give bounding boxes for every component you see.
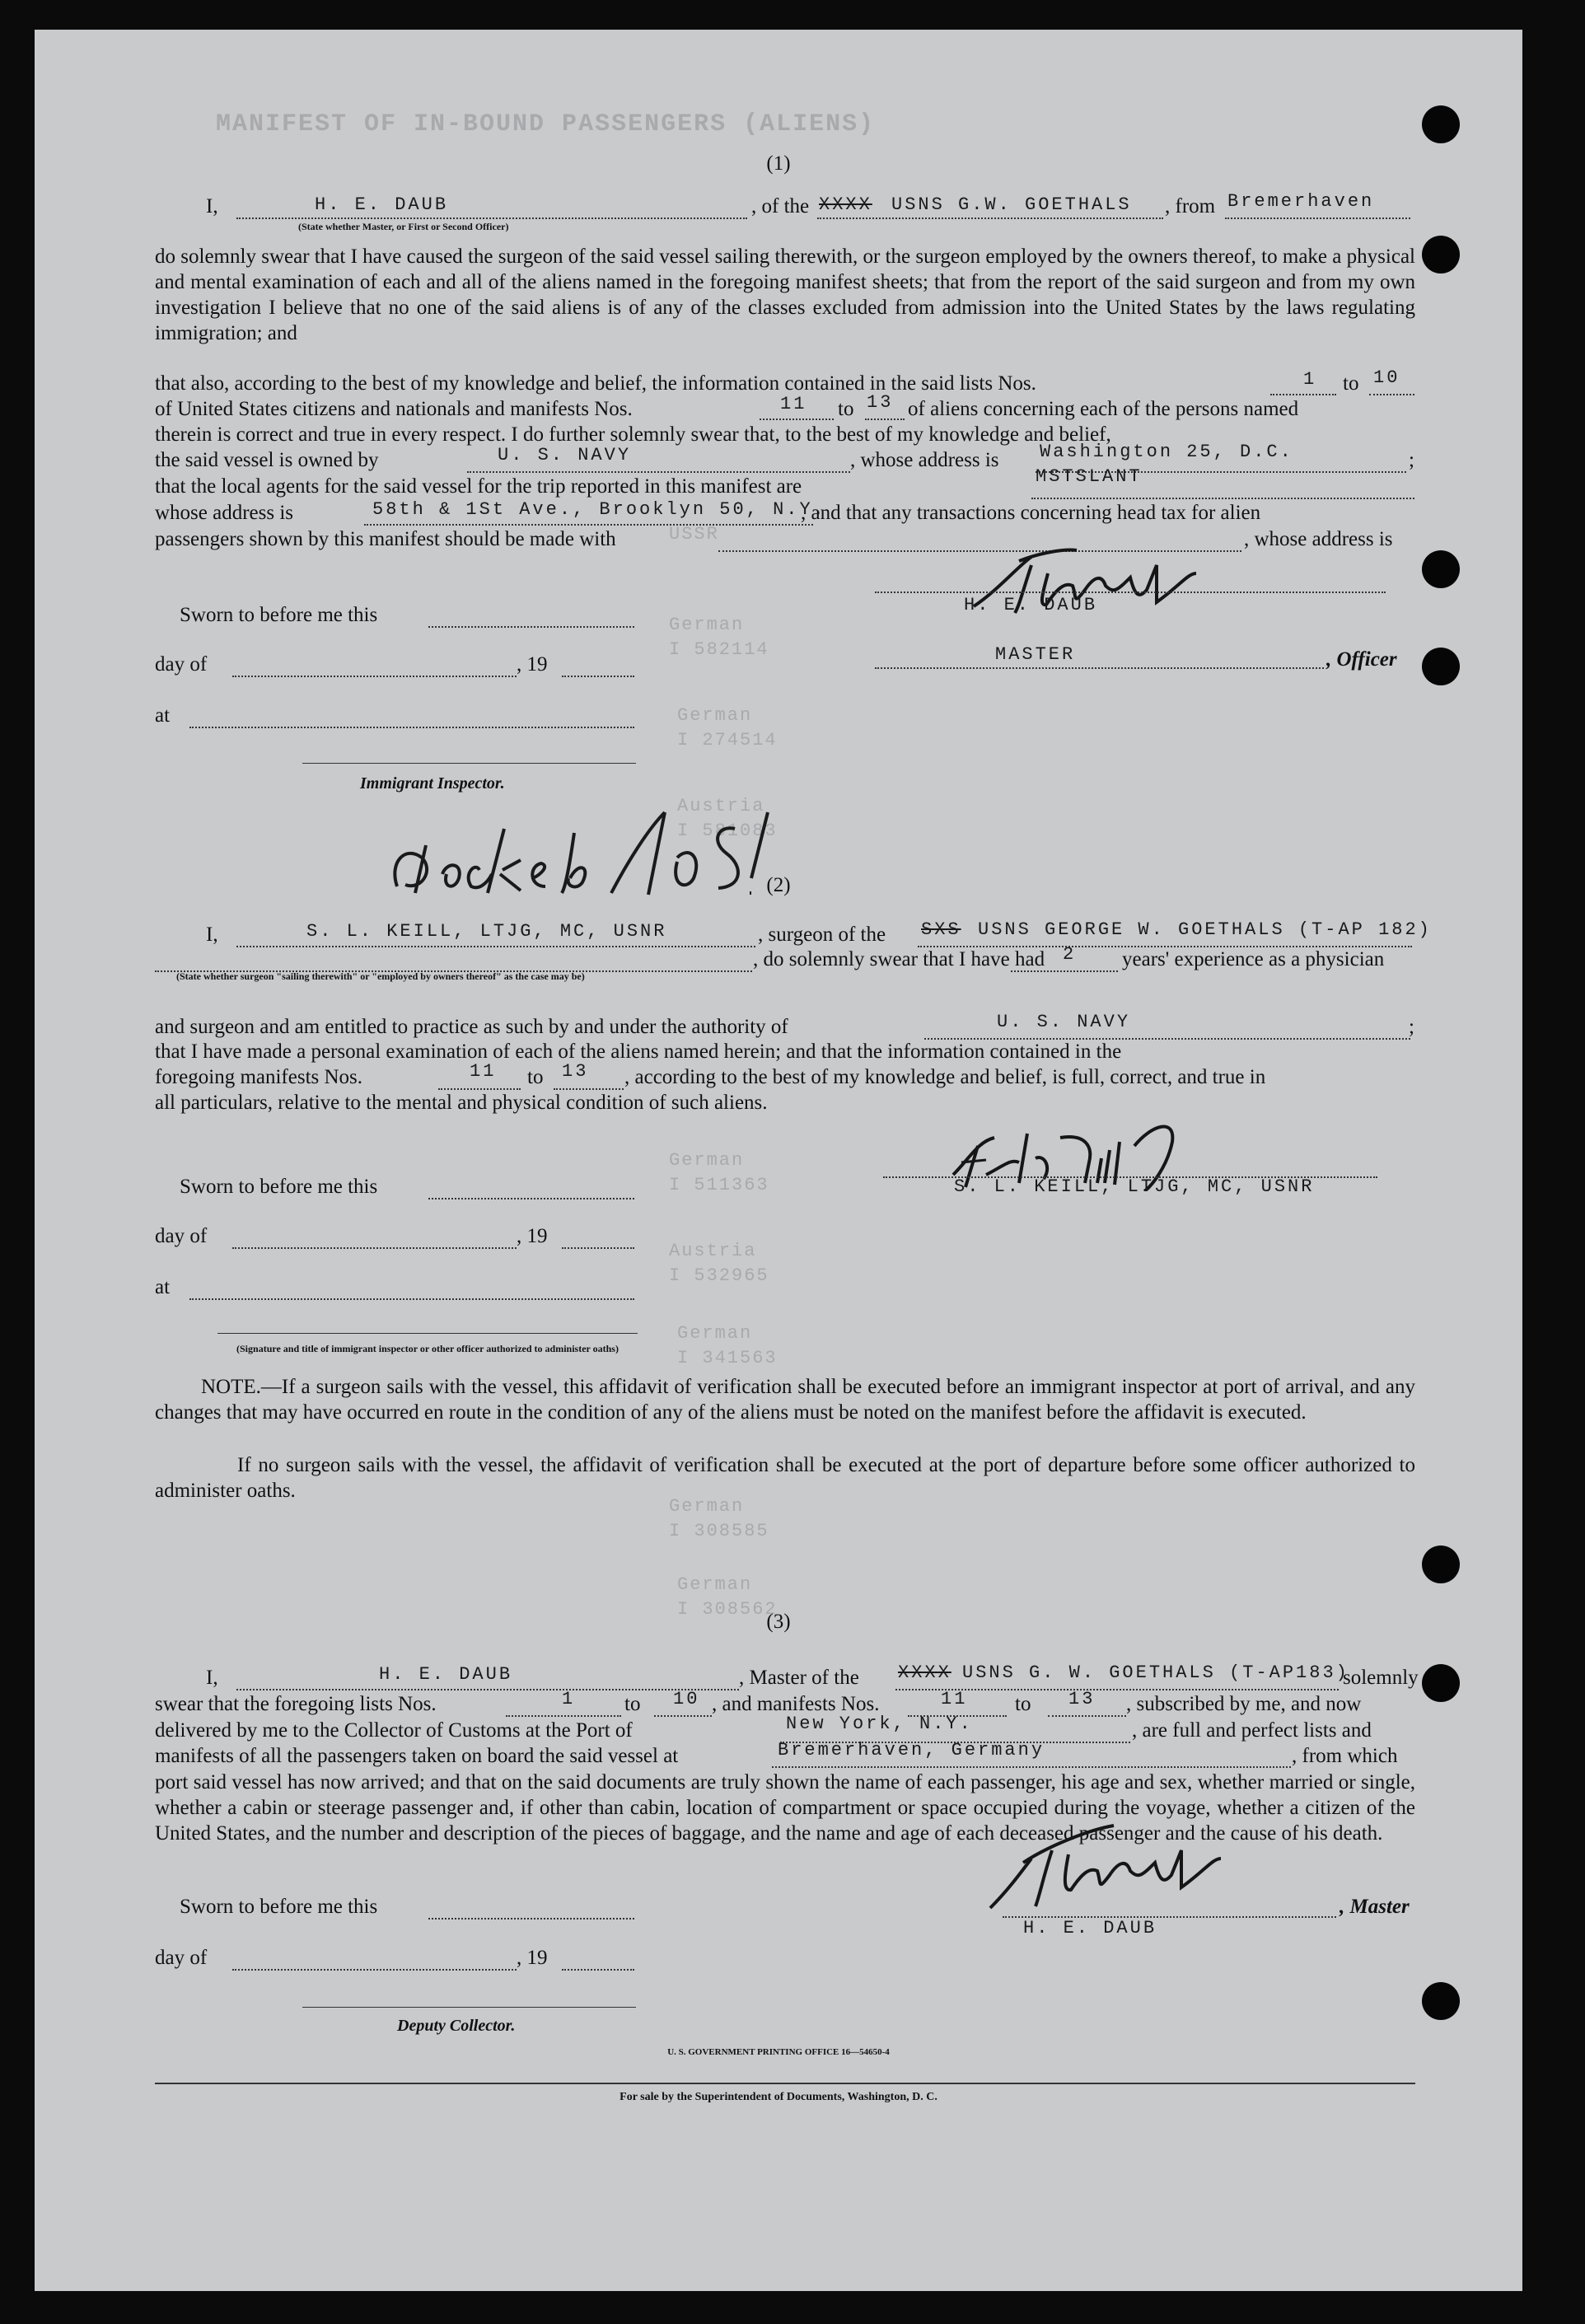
note-text: NOTE.—If a surgeon sails with the vessel, this affidavit of verification shall be executed before an immigrant inspector at port of arrival, and any changes that may have occurred en route in the condition of any of the aliens must be noted on the manifest before the affidavit is executed. — [155, 1376, 1415, 1424]
oath-text: , from which — [1292, 1745, 1398, 1767]
fill-line — [1225, 217, 1410, 219]
printer-imprint: U. S. GOVERNMENT PRINTING OFFICE 16—54650-4 — [667, 2047, 890, 2057]
fill-line — [562, 676, 634, 677]
oath-text: that I have made a personal examination of each of the aliens named herein; and that the information contained in the — [155, 1040, 1122, 1063]
struck-text: XXXX — [819, 194, 872, 215]
sworn-label: Sworn to before me this — [180, 1176, 378, 1198]
oath-text: , do solemnly swear that I have had — [753, 948, 1045, 970]
field-label: to — [1015, 1693, 1031, 1715]
field-label: , Master — [1340, 1896, 1410, 1918]
fill-line — [654, 1715, 712, 1717]
oath-text: and surgeon and am entitled to practice as such by and under the authority of — [155, 1016, 788, 1038]
vessel-name: USNS G. W. GOETHALS (T-AP183) — [962, 1662, 1349, 1683]
years-experience: 2 — [1063, 944, 1077, 965]
field-label: manifests of all the passengers taken on board the said vessel at — [155, 1745, 679, 1767]
show-through-text: Austria — [669, 1241, 757, 1261]
show-through-text: I 341563 — [677, 1348, 778, 1368]
field-label: to — [624, 1693, 641, 1715]
field-label: at — [155, 704, 171, 727]
oath-text: of aliens concerning each of the persons named — [908, 398, 1299, 420]
signature-caption: Deputy Collector. — [397, 2017, 516, 2035]
oath-text: , are full and perfect lists and — [1132, 1719, 1372, 1742]
show-through-header: MANIFEST OF IN-BOUND PASSENGERS (ALIENS) — [216, 110, 876, 138]
field-label: day of — [155, 1947, 208, 1969]
binder-hole — [1422, 550, 1460, 588]
show-through-text: I 581083 — [677, 821, 778, 841]
field-label: , of the — [751, 195, 810, 217]
officer-title: MASTER — [995, 644, 1076, 665]
field-label: whose address is — [155, 502, 294, 524]
departure-port: Bremerhaven — [1227, 191, 1375, 212]
show-through-text: German — [669, 615, 745, 635]
field-label: , whose address is — [850, 449, 999, 471]
oath-text: do solemnly swear that I have caused the surgeon of the said vessel sailing therewith, or the surgeon employed by the owners thereof, to make a physical and mental examination of each and all of the aliens named in the foregoing manifest sheets; that from the report of the said surgeon and from my own investigation I believe that no one of the said aliens is of any of the classes excluded from admission into the United States by the laws regulating immigration; and — [155, 245, 1415, 344]
arrival-port: New York, N.Y. — [786, 1714, 973, 1734]
binder-hole — [1422, 236, 1460, 274]
signature-line — [302, 763, 636, 764]
sworn-label: Sworn to before me this — [180, 604, 378, 626]
surgeon-name: S. L. KEILL, LTJG, MC, USNR — [306, 921, 667, 942]
show-through-text: I 582114 — [669, 639, 769, 660]
section-number: (2) — [766, 874, 791, 896]
field-label: I, — [206, 195, 218, 217]
show-through-text: German — [669, 1496, 745, 1517]
field-label: , whose address is — [1244, 528, 1393, 550]
oath-text: years' experience as a physician — [1122, 948, 1385, 970]
field-label: the said vessel is owned by — [155, 449, 379, 471]
note-text: If no surgeon sails with the vessel, the affidavit of verification shall be executed at the port of departure before some officer authorized to administer oaths. — [155, 1454, 1415, 1502]
manifests-from: 11 — [470, 1061, 497, 1082]
oath-text: solemnly — [1343, 1667, 1419, 1689]
field-label: , and manifests Nos. — [712, 1693, 880, 1715]
show-through-text: Austria — [677, 796, 765, 816]
fill-line — [236, 946, 755, 947]
fill-line — [155, 970, 752, 972]
vessel-name: USNS G.W. GOETHALS — [891, 194, 1132, 215]
fill-line — [189, 1298, 634, 1300]
master-name: H. E. DAUB — [379, 1664, 513, 1685]
sworn-label: Sworn to before me this — [180, 1896, 378, 1918]
fill-line — [232, 1247, 517, 1249]
fill-line — [875, 592, 1386, 593]
fill-line — [506, 1715, 621, 1717]
vessel-name: USNS GEORGE W. GOETHALS (T-AP 182) — [978, 919, 1432, 940]
fill-line — [232, 676, 517, 677]
field-label: foregoing manifests Nos. — [155, 1066, 363, 1088]
field-label: I, — [206, 924, 218, 946]
field-label: , Officer — [1326, 648, 1397, 671]
punctuation: ; — [1409, 449, 1414, 471]
field-label: , Master of the — [739, 1667, 859, 1689]
master-signature — [974, 1809, 1320, 1916]
field-label: , 19 — [517, 653, 548, 676]
show-through-text: German — [677, 705, 753, 726]
oath-text: therein is correct and true in every respect. I do further solemnly swear that, to the best of my knowledge and belief, — [155, 423, 1111, 446]
show-through-text: I 532965 — [669, 1265, 769, 1286]
fill-line — [875, 667, 1324, 669]
show-through-text: I 308562 — [677, 1599, 778, 1620]
fill-line — [364, 524, 813, 526]
oath-text: , subscribed by me, and now — [1126, 1693, 1362, 1715]
struck-text: SXS — [921, 919, 961, 940]
field-label: , 19 — [517, 1225, 548, 1247]
binder-hole — [1422, 1982, 1460, 2020]
manifests-from: 11 — [941, 1689, 968, 1709]
fill-line — [1048, 1715, 1126, 1717]
field-label: I, — [206, 1667, 218, 1689]
document-page — [35, 30, 1522, 2291]
master-name: H. E. DAUB — [315, 194, 449, 215]
oath-text: , according to the best of my knowledge and belief, is full, correct, and true in — [624, 1066, 1266, 1088]
footer-rule — [155, 2083, 1415, 2084]
show-through-text: I 308585 — [669, 1521, 769, 1541]
field-label: delivered by me to the Collector of Customs at the Port of — [155, 1719, 633, 1742]
fill-line — [1369, 394, 1414, 395]
field-label: to — [838, 398, 854, 420]
oath-text: , and that any transactions concerning head tax for alien — [801, 502, 1261, 524]
field-label: to — [527, 1066, 544, 1088]
fill-line — [562, 1247, 634, 1249]
signature-line — [302, 2007, 636, 2008]
binder-hole — [1422, 105, 1460, 143]
show-through-text: USSR — [669, 524, 719, 545]
fill-line — [236, 217, 747, 219]
fill-line — [1031, 498, 1414, 499]
field-label: at — [155, 1276, 171, 1298]
master-signature-name: H. E. DAUB — [1023, 1918, 1157, 1938]
lists-to: 10 — [673, 1689, 700, 1709]
fill-line — [772, 1766, 1291, 1768]
fill-line — [554, 1088, 624, 1090]
field-hint: (State whether surgeon "sailing therewith" or "employed by owners thereof" as the case may be) — [176, 970, 585, 982]
show-through-text: I 274514 — [677, 730, 778, 751]
fill-line — [189, 727, 634, 728]
practice-authority: U. S. NAVY — [997, 1012, 1131, 1032]
fill-line — [760, 419, 834, 420]
struck-text: XXXX — [898, 1662, 951, 1683]
signature-caption: Immigrant Inspector. — [360, 774, 505, 793]
show-through-text: German — [677, 1574, 753, 1595]
surgeon-signature-name: S. L. KEILL, LTJG, MC, USNR — [954, 1176, 1315, 1197]
show-through-text: German — [677, 1323, 753, 1344]
vessel-owner: U. S. NAVY — [498, 445, 632, 465]
manifests-from: 11 — [780, 394, 807, 414]
fill-line — [1011, 970, 1118, 972]
fill-line — [562, 1969, 634, 1971]
binder-hole — [1422, 1664, 1460, 1702]
manifests-to: 13 — [562, 1061, 589, 1082]
field-label: swear that the foregoing lists Nos. — [155, 1693, 437, 1715]
departure-port: Bremerhaven, Germany — [778, 1740, 1045, 1761]
fill-line — [1270, 394, 1336, 395]
local-agents: MSTSLANT — [1036, 466, 1143, 487]
binder-hole — [1422, 648, 1460, 685]
lists-from: 1 — [562, 1689, 576, 1709]
manifests-to: 13 — [1068, 1689, 1096, 1709]
fill-line — [236, 1689, 739, 1690]
field-label: , surgeon of the — [758, 924, 886, 946]
field-label: , 19 — [517, 1947, 548, 1969]
field-label: day of — [155, 653, 208, 676]
fill-line — [467, 471, 850, 473]
oath-text: passengers shown by this manifest should be made with — [155, 528, 616, 550]
master-signature-name: H. E. DAUB — [964, 595, 1098, 615]
field-hint: (State whether Master, or First or Second Officer) — [298, 221, 509, 232]
fill-line — [428, 626, 634, 628]
for-sale-notice: For sale by the Superintendent of Documents, Washington, D. C. — [620, 2091, 937, 2103]
fill-line — [817, 217, 1163, 219]
fill-line — [865, 419, 905, 420]
fill-line — [428, 1198, 634, 1199]
fill-line — [428, 1918, 634, 1920]
oath-text: port said vessel has now arrived; and that on the said documents are truly shown the name of each passenger, his age and sex, whether married or single, whether a cabin or steerage passenger and, if other than cabin, location of compartment or space occupied during the voyage, whether a citizen of the United States, and the number and description of the pieces of baggage, and the name and age of each deceased passenger and the cause of his death. — [155, 1771, 1415, 1845]
section-number: (1) — [766, 152, 791, 175]
field-label: day of — [155, 1225, 208, 1247]
owner-address: Washington 25, D.C. — [1040, 442, 1293, 462]
field-label: that the local agents for the said vessel for the trip reported in this manifest are — [155, 475, 802, 498]
field-label: to — [1343, 372, 1359, 395]
lists-from: 1 — [1303, 369, 1317, 390]
show-through-text: German — [669, 1150, 745, 1171]
oath-text: of United States citizens and nationals and manifests Nos. — [155, 398, 633, 420]
manifests-to: 13 — [867, 392, 894, 413]
field-hint: (Signature and title of immigrant inspector or other officer authorized to administer oaths) — [236, 1343, 619, 1354]
lists-to: 10 — [1373, 367, 1400, 388]
oath-text: all particulars, relative to the mental and physical condition of such aliens. — [155, 1092, 768, 1114]
punctuation: ; — [1409, 1016, 1414, 1038]
section-number: (3) — [766, 1611, 791, 1633]
field-label: , from — [1165, 195, 1216, 217]
agents-address: 58th & 1St Ave., Brooklyn 50, N.Y. — [372, 499, 826, 520]
binder-hole — [1422, 1545, 1460, 1583]
fill-line — [232, 1969, 517, 1971]
show-through-text: I 511363 — [669, 1175, 769, 1195]
signature-line — [217, 1333, 638, 1334]
oath-text: that also, according to the best of my knowledge and belief, the information contained in the said lists Nos. — [155, 372, 1036, 395]
fill-line — [438, 1088, 521, 1090]
